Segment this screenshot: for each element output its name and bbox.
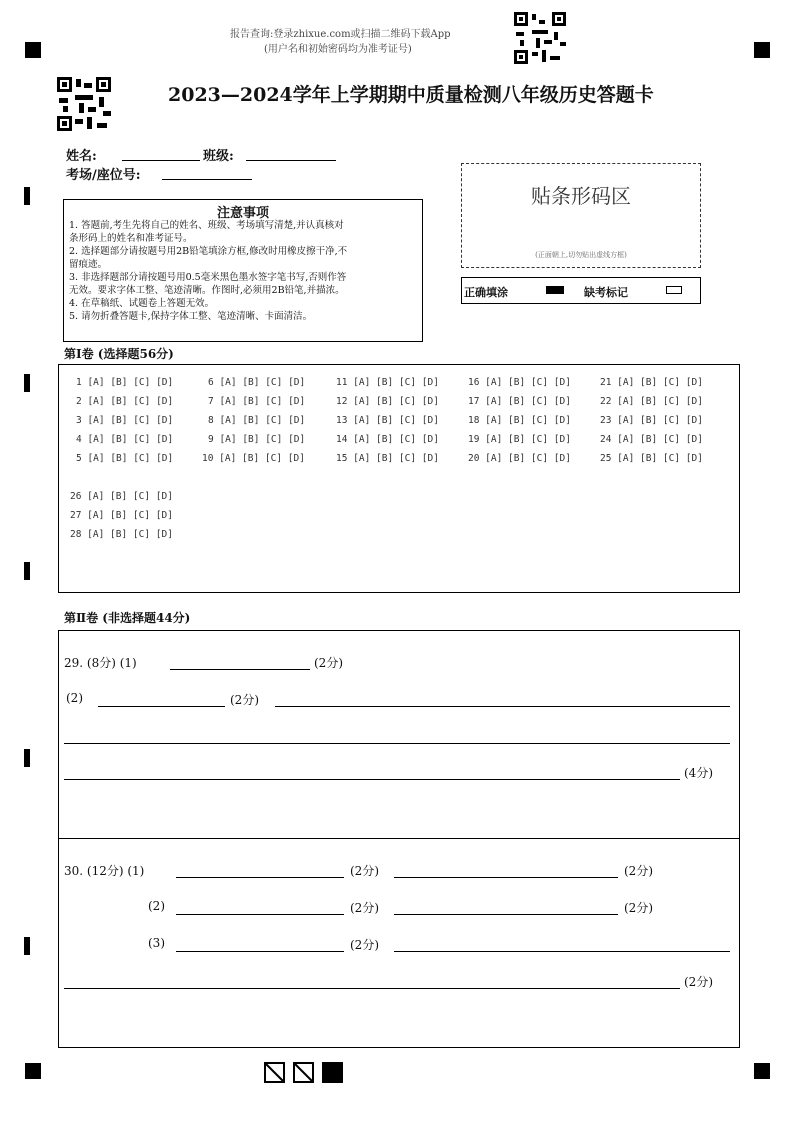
q30-score-3b: (2分) xyxy=(684,975,713,989)
room-seat-field[interactable] xyxy=(162,179,252,180)
choice-item[interactable]: 3 [A] [B] [C] [D] xyxy=(76,415,174,426)
choice-item[interactable]: 15 [A] [B] [C] [D] xyxy=(336,453,439,464)
choice-item[interactable]: 22 [A] [B] [C] [D] xyxy=(600,396,703,407)
q30-score-2a: (2分) xyxy=(350,901,379,915)
choice-item[interactable]: 26 [A] [B] [C] [D] xyxy=(70,491,173,502)
corner-mark-bottom-left xyxy=(25,1063,41,1079)
timing-mark xyxy=(24,562,30,580)
q29-answer-3-line-2[interactable] xyxy=(64,743,730,744)
choice-item[interactable]: 6 [A] [B] [C] [D] xyxy=(208,377,306,388)
choice-item[interactable]: 5 [A] [B] [C] [D] xyxy=(76,453,174,464)
q30-score-3a: (2分) xyxy=(350,938,379,952)
q30-answer-3b-line-1[interactable] xyxy=(394,951,730,952)
choice-item[interactable]: 13 [A] [B] [C] [D] xyxy=(336,415,439,426)
timing-mark xyxy=(24,374,30,392)
section2-title: 第Ⅱ卷 (非选择题44分) xyxy=(64,611,191,625)
corner-mark-top-right xyxy=(754,42,770,58)
q29-answer-3-line-1[interactable] xyxy=(275,706,730,707)
choice-item[interactable]: 7 [A] [B] [C] [D] xyxy=(208,396,306,407)
notice-line: 条形码上的姓名和准考证号。 xyxy=(69,233,193,244)
page-code-marks xyxy=(264,1062,344,1084)
barcode-area-title: 贴条形码区 xyxy=(531,184,631,208)
filled-square-icon xyxy=(322,1062,343,1083)
barcode-area-hint: (正面朝上,切勿贴出虚线方框) xyxy=(535,251,627,259)
q30-answer-2a[interactable] xyxy=(176,914,344,915)
corner-mark-top-left xyxy=(25,42,41,58)
q30-answer-1b[interactable] xyxy=(394,877,618,878)
q29-heading: 29. (8分) (1) xyxy=(64,656,137,670)
q30-score-2b: (2分) xyxy=(624,901,653,915)
timing-mark xyxy=(24,937,30,955)
notice-line: 留痕迹。 xyxy=(69,259,108,270)
q30-score-1b: (2分) xyxy=(624,864,653,878)
q29-answer-3-line-3[interactable] xyxy=(64,779,680,780)
question-29-box xyxy=(58,630,740,839)
q29-answer-1[interactable] xyxy=(170,669,310,670)
choice-item[interactable]: 10 [A] [B] [C] [D] xyxy=(202,453,305,464)
choice-item[interactable]: 18 [A] [B] [C] [D] xyxy=(468,415,571,426)
notice-line: 无效。要求字体工整、笔迹清晰。作图时,必须用2B铅笔,并描浓。 xyxy=(69,285,345,296)
correct-fill-sample xyxy=(546,286,564,294)
q30-heading: 30. (12分) (1) xyxy=(64,864,145,878)
q30-score-1a: (2分) xyxy=(350,864,379,878)
report-query-text: 报告查询:登录zhixue.com或扫描二维码下载App xyxy=(230,29,451,40)
q30-part-3-label: (3) xyxy=(148,936,165,950)
notice-line: 3. 非选择题部分请按题号用0.5毫米黑色墨水签字笔书写,否则作答 xyxy=(69,272,347,283)
choice-item[interactable]: 23 [A] [B] [C] [D] xyxy=(600,415,703,426)
choice-item[interactable]: 20 [A] [B] [C] [D] xyxy=(468,453,571,464)
class-label: 班级: xyxy=(203,149,234,164)
notice-line: 2. 选择题部分请按题号用2B铅笔填涂方框,修改时用橡皮擦干净,不 xyxy=(69,246,348,257)
choice-item[interactable]: 25 [A] [B] [C] [D] xyxy=(600,453,703,464)
notice-box xyxy=(63,199,423,342)
choice-item[interactable]: 19 [A] [B] [C] [D] xyxy=(468,434,571,445)
notice-title: 注意事项 xyxy=(216,206,269,221)
timing-mark xyxy=(24,187,30,205)
choice-item[interactable]: 9 [A] [B] [C] [D] xyxy=(208,434,306,445)
notice-line: 4. 在草稿纸、试题卷上答题无效。 xyxy=(69,298,215,309)
choice-item[interactable]: 11 [A] [B] [C] [D] xyxy=(336,377,439,388)
choice-item[interactable]: 28 [A] [B] [C] [D] xyxy=(70,529,173,540)
q30-answer-3b-line-2[interactable] xyxy=(64,988,680,989)
barcode-area xyxy=(461,163,701,268)
q30-answer-2b[interactable] xyxy=(394,914,618,915)
choice-item[interactable]: 14 [A] [B] [C] [D] xyxy=(336,434,439,445)
fill-example-box xyxy=(461,277,701,304)
notice-line: 5. 请勿折叠答题卡,保持字体工整、笔迹清晰、卡面清洁。 xyxy=(69,311,313,322)
absent-mark-checkbox[interactable] xyxy=(666,286,682,294)
qr-code-sheet xyxy=(57,77,111,131)
notice-line: 1. 答题前,考生先将自己的姓名、班级、考场填写清楚,并认真核对 xyxy=(69,220,344,231)
q29-score-2: (2分) xyxy=(230,693,259,707)
section1-title: 第Ⅰ卷 (选择题56分) xyxy=(64,347,174,361)
q29-answer-2[interactable] xyxy=(98,706,225,707)
choice-item[interactable]: 16 [A] [B] [C] [D] xyxy=(468,377,571,388)
choice-item[interactable]: 2 [A] [B] [C] [D] xyxy=(76,396,174,407)
choice-item[interactable]: 24 [A] [B] [C] [D] xyxy=(600,434,703,445)
choice-item[interactable]: 27 [A] [B] [C] [D] xyxy=(70,510,173,521)
choice-item[interactable]: 12 [A] [B] [C] [D] xyxy=(336,396,439,407)
q29-score-1: (2分) xyxy=(314,656,343,670)
qr-code-download xyxy=(514,12,566,64)
report-query-subtext: (用户名和初始密码均为准考证号) xyxy=(264,44,412,55)
name-field[interactable] xyxy=(122,160,200,161)
timing-mark xyxy=(24,749,30,767)
choice-item[interactable]: 21 [A] [B] [C] [D] xyxy=(600,377,703,388)
choice-item[interactable]: 17 [A] [B] [C] [D] xyxy=(468,396,571,407)
page-title: 2023—2024学年上学期期中质量检测八年级历史答题卡 xyxy=(168,84,654,106)
q30-answer-3a[interactable] xyxy=(176,951,344,952)
q29-part-2-label: (2) xyxy=(66,691,83,705)
name-label: 姓名: xyxy=(66,149,97,164)
absent-mark-label: 缺考标记 xyxy=(584,286,628,299)
choice-item[interactable]: 1 [A] [B] [C] [D] xyxy=(76,377,174,388)
choice-item[interactable]: 4 [A] [B] [C] [D] xyxy=(76,434,174,445)
correct-fill-label: 正确填涂 xyxy=(464,286,508,299)
class-field[interactable] xyxy=(246,160,336,161)
corner-mark-bottom-right xyxy=(754,1063,770,1079)
q30-answer-1a[interactable] xyxy=(176,877,344,878)
q29-score-3: (4分) xyxy=(684,766,713,780)
q30-part-2-label: (2) xyxy=(148,899,165,913)
room-seat-label: 考场/座位号: xyxy=(66,168,141,183)
choice-item[interactable]: 8 [A] [B] [C] [D] xyxy=(208,415,306,426)
